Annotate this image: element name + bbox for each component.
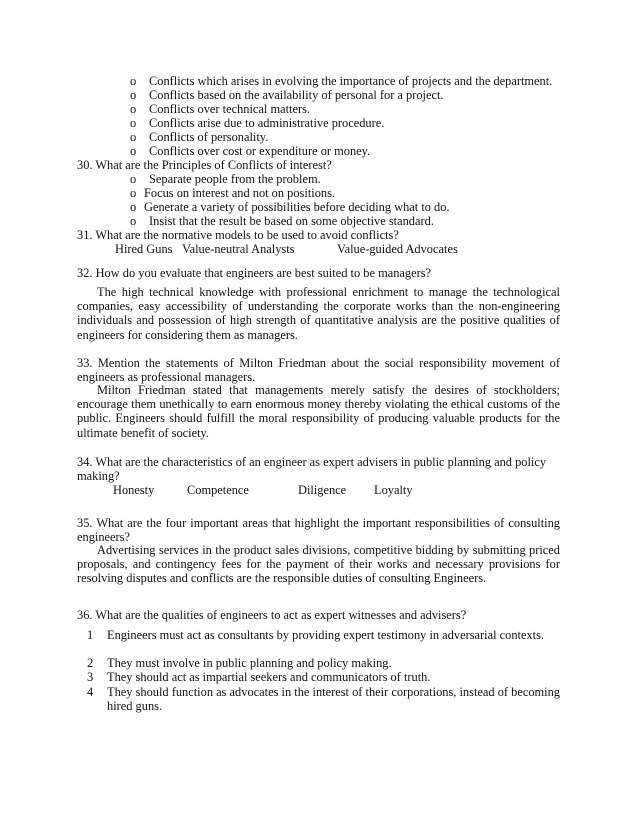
bullet-item — [130, 186, 335, 200]
item-text: They must involve in public planning and policy making. — [107, 656, 392, 670]
question-36: 36. What are the qualities of engineers to act as expert witnesses and advisers? — [77, 608, 467, 622]
answer-item: Honesty — [113, 483, 155, 497]
item-text: They should act as impartial seekers and communicators of truth. — [107, 670, 431, 684]
answer-paragraph — [77, 543, 560, 586]
bullet-marker: o — [130, 172, 137, 186]
answer-text: Advertising services in the product sales divisions, competitive bidding by submitting priced proposals, and contingency fees for the payment of their works and necessary provisions for resolving disputes and conflicts are the responsible duties of consulting Engineers. — [77, 543, 560, 586]
bullet-text: Conflicts over technical matters. — [149, 102, 311, 116]
answer-item: Diligence — [298, 483, 347, 497]
bullet-item — [130, 130, 268, 144]
bullet-item — [130, 144, 370, 158]
question-35: 35. What are the four important areas that highlight the important responsibilities of consulting engineers? — [77, 516, 560, 545]
bullet-marker: o — [130, 74, 137, 88]
question-34: 34. What are the characteristics of an engineer as expert advisers in public planning and policy — [77, 455, 547, 469]
numbered-item — [87, 628, 544, 642]
answer-item: Value-neutral Analysts — [182, 242, 295, 256]
answer-paragraph — [77, 285, 560, 342]
bullet-text: Conflicts over cost or expenditure or money. — [149, 144, 371, 158]
question-32: 32. How do you evaluate that engineers are best suited to be managers? — [77, 266, 432, 280]
answer-item: Loyalty — [374, 483, 413, 497]
item-number: 3 — [87, 670, 94, 684]
bullet-item — [130, 102, 310, 116]
answer-item: Hired Guns — [115, 242, 173, 256]
bullet-item — [130, 116, 384, 130]
bullet-text: Focus on interest and not on positions. — [144, 186, 336, 200]
bullet-item — [130, 172, 321, 186]
bullet-text: Separate people from the problem. — [149, 172, 321, 186]
bullet-text: Conflicts which arises in evolving the importance of projects and the department. — [149, 74, 553, 88]
question-31: 31. What are the normative models to be used to avoid conflicts? — [77, 228, 399, 242]
bullet-item — [130, 214, 434, 228]
item-number: 1 — [87, 628, 94, 642]
bullet-text: Generate a variety of possibilities before deciding what to do. — [144, 200, 450, 214]
answer-text: Milton Friedman stated that managements merely satisfy the desires of stockholders; encourage them unethically to earn enormous money thereby violating the ethical customs of the public. Engineers should fulfill the moral responsibility of producing valuable products for the ultimate benefit of society. — [77, 383, 560, 440]
bullet-marker: o — [130, 130, 137, 144]
bullet-text: Conflicts of personality. — [149, 130, 269, 144]
item-number: 2 — [87, 656, 94, 670]
bullet-marker: o — [130, 102, 137, 116]
question-34-cont: making? — [77, 469, 120, 483]
answer-text: The high technical knowledge with professional enrichment to manage the technological companies, easy accessibility of understanding the corporate works than the non-engineering individuals and possession of high strength of quantitative analysis are the positive qualities of engineers for considering them as managers. — [77, 285, 560, 342]
item-number: 4 — [87, 685, 94, 699]
question-30: 30. What are the Principles of Conflicts of interest? — [77, 158, 332, 172]
bullet-marker: o — [130, 200, 137, 214]
bullet-marker: o — [130, 88, 137, 102]
bullet-text: Insist that the result be based on some objective standard. — [149, 214, 434, 228]
bullet-marker: o — [130, 144, 137, 158]
answer-paragraph — [77, 383, 560, 440]
bullet-item — [130, 200, 450, 214]
bullet-marker: o — [130, 116, 137, 130]
answer-item: Value-guided Advocates — [337, 242, 458, 256]
answer-item: Competence — [187, 483, 249, 497]
item-text: Engineers must act as consultants by providing expert testimony in adversarial contexts. — [107, 628, 545, 642]
numbered-item-text: They should function as advocates in the interest of their corporations, instead of becoming hired guns. — [107, 685, 560, 714]
numbered-item — [87, 656, 392, 670]
bullet-text: Conflicts based on the availability of personal for a project. — [149, 88, 444, 102]
bullet-marker: o — [130, 214, 137, 228]
bullet-item — [130, 74, 552, 88]
bullet-item — [130, 88, 444, 102]
question-33: 33. Mention the statements of Milton Friedman about the social responsibility movement of engineers as professional managers. — [77, 356, 560, 385]
bullet-text: Conflicts arise due to administrative procedure. — [149, 116, 385, 130]
numbered-item — [87, 670, 430, 684]
bullet-marker: o — [130, 186, 137, 200]
